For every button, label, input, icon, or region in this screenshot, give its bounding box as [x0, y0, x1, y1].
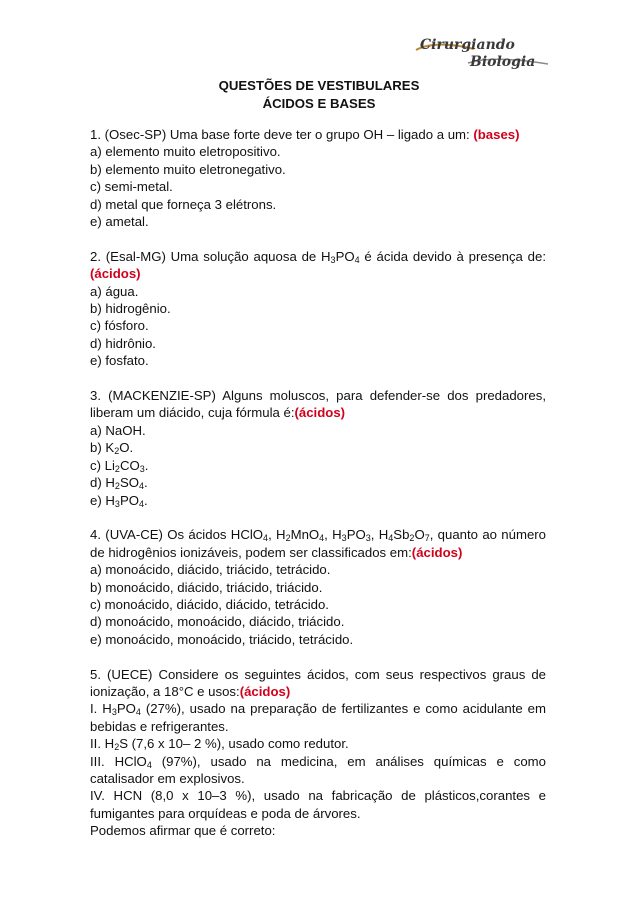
page-title: QUESTÕES DE VESTIBULARES [218, 78, 420, 93]
category-tag: (ácidos) [90, 266, 141, 282]
option: a) água. [90, 283, 139, 299]
option: a) monoácido, diácido, triácido, tetrácido. [90, 562, 331, 578]
question-stem: 3. (MACKENZIE-SP) Alguns moluscos, para defender-se dos predadores, liberam um diácido, cuja fórmula é:(ácidos) [90, 388, 546, 421]
option: b) hidrogênio. [90, 301, 171, 317]
question-2 [90, 248, 546, 370]
option: d) $H_2SO_4$. [90, 475, 148, 492]
statement: III. HClO$_4$ (97%), usado na medicina, em análises químicas e como catalisador em explosivos. [90, 753, 546, 786]
option: d) hidrônio. [90, 335, 156, 351]
logo-line2: Biologia [470, 54, 536, 70]
option: c) $Li_2CO_3$. [90, 457, 149, 474]
page-subtitle: ÁCIDOS E BASES [262, 96, 376, 111]
option: d) monoácido, monoácido, diácido, triácido. [90, 614, 345, 630]
option: e) ametal. [90, 214, 149, 230]
option: e) fosfato. [90, 353, 149, 369]
statement: IV. HCN (8,0 x 10–3 %), usado na fabricação de plásticos,corantes e fumigantes para orquídeas e poda de árvores. [90, 788, 546, 821]
logo [408, 30, 558, 75]
option: d) metal que forneça 3 elétrons. [90, 196, 277, 212]
option: c) fósforo. [90, 318, 149, 334]
question-3 [90, 387, 546, 509]
logo-image [408, 30, 558, 75]
category-tag: (ácidos) [411, 544, 463, 560]
option: b) $K_2O$. [90, 440, 134, 457]
question-stem: 2. (Esal-MG) Uma solução aquosa de $H_3PO_4$ é ácida devido à presença de: (ácidos) [90, 248, 546, 282]
logo-line1: Cirurgiando [420, 37, 515, 53]
option: a) NaOH. [90, 422, 146, 438]
option: e) monoácido, monoácido, triácido, tetrácido. [90, 631, 354, 647]
question-prompt: Podemos afirmar que é correto: [90, 823, 276, 839]
category-tag: (ácidos) [239, 683, 291, 699]
option: e) $H_3PO_4$. [90, 492, 148, 509]
question-stem: 5. (UECE) Considere os seguintes ácidos, com seus respectivos graus de ionização, a 18°C e usos:(ácidos) [90, 666, 546, 699]
option: c) semi-metal. [90, 179, 173, 195]
statement: I. $H_3PO_4$ (27%), usado na preparação de fertilizantes e como acidulante em bebidas e refrigerantes. [90, 701, 547, 734]
question-5 [90, 666, 546, 840]
option: b) elemento muito eletronegativo. [90, 161, 286, 177]
question-stem: 1. (Osec-SP) Uma base forte deve ter o grupo OH – ligado a um: (bases) [90, 127, 520, 142]
option: a) elemento muito eletropositivo. [90, 144, 281, 160]
question-1 [90, 126, 546, 230]
category-tag: (bases) [473, 127, 520, 142]
question-stem: 4. (UVA-CE) Os ácidos HClO$_4$, $H_2MnO_4$, $H_3PO_3$, $H_4Sb_2O_7$, quanto ao número de hidrogênios ionizáveis, podem ser classificados em:(ácidos) [90, 527, 547, 560]
category-tag: (ácidos) [294, 405, 346, 421]
statement: II. $H_2S$ (7,6 x 10– 2 %), usado como redutor. [90, 736, 349, 753]
question-4 [90, 526, 546, 648]
option: c) monoácido, diácido, diácido, tetrácido. [90, 596, 329, 612]
option: b) monoácido, diácido, triácido, triácido. [90, 579, 323, 595]
document-body [90, 126, 546, 857]
